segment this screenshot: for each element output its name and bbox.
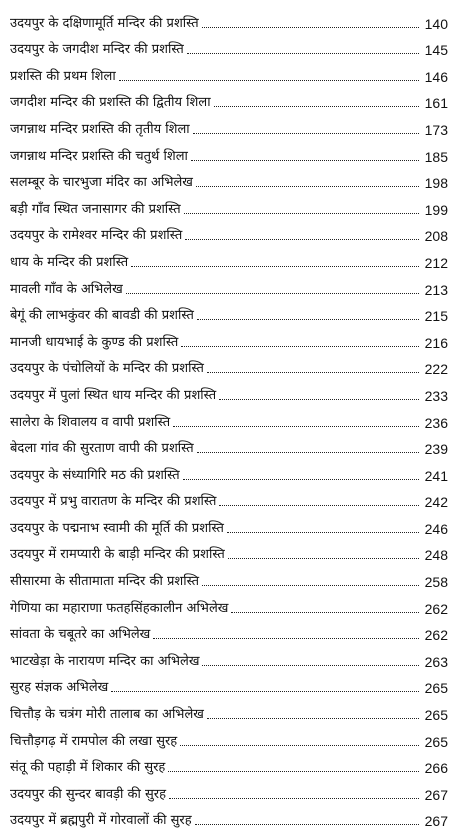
toc-entry-title: सांवता के चबूतरे का अभिलेख — [10, 627, 151, 643]
dot-leader — [207, 718, 419, 719]
dot-leader — [153, 638, 419, 639]
toc-entry-page: 262 — [424, 627, 448, 644]
toc-entry — [0, 6, 460, 33]
toc-entry-title: सुरह संज्ञक अभिलेख — [10, 680, 109, 696]
toc-entry — [0, 777, 460, 804]
table-of-contents — [0, 6, 460, 830]
dot-leader — [111, 691, 419, 692]
dot-leader — [126, 293, 419, 294]
toc-entry-title: सीसारमा के सीतामाता मन्दिर की प्रशस्ति — [10, 574, 200, 590]
dot-leader — [181, 346, 419, 347]
dot-leader — [202, 665, 419, 666]
dot-leader — [197, 452, 419, 453]
toc-entry-page: 208 — [424, 228, 448, 245]
toc-entry-title: उदयपुर में पुलां स्थित धाय मन्दिर की प्रशस्ति — [10, 387, 217, 403]
toc-entry-page: 145 — [424, 42, 448, 59]
dot-leader — [193, 133, 419, 134]
toc-entry-title: उदयपुर के पंचोलियों के मन्दिर की प्रशस्ति — [10, 361, 204, 377]
toc-entry — [0, 352, 460, 379]
toc-entry-title: चित्तौड़गढ़ में रामपोल की लखा सुरह — [10, 733, 178, 749]
toc-entry-title: मानजी धायभाई के कुण्ड की प्रशस्ति — [10, 334, 179, 350]
toc-entry-title: उदयपुर के दक्षिणामूर्ति मन्दिर की प्रशस्ति — [10, 15, 199, 31]
toc-entry-title: जगन्नाथ मन्दिर प्रशस्ति की तृतीय शिला — [10, 121, 190, 137]
dot-leader — [191, 160, 419, 161]
toc-entry-page: 265 — [424, 733, 448, 750]
dot-leader — [197, 319, 419, 320]
toc-entry-page: 215 — [424, 308, 448, 325]
toc-entry-title: भाटखेड़ा के नारायण मन्दिर का अभिलेख — [10, 653, 200, 669]
toc-entry-title: बड़ी गाँव स्थित जनासागर की प्रशस्ति — [10, 201, 181, 217]
toc-entry — [0, 86, 460, 113]
dot-leader — [219, 399, 419, 400]
toc-entry-page: 212 — [424, 254, 448, 271]
dot-leader — [195, 824, 419, 825]
toc-entry — [0, 751, 460, 778]
toc-entry-title: बेदला गांव की सुरताण वापी की प्रशस्ति — [10, 441, 194, 457]
toc-entry — [0, 458, 460, 485]
toc-entry — [0, 511, 460, 538]
dot-leader — [202, 27, 419, 28]
toc-entry-title: जगन्नाथ मन्दिर प्रशस्ति की चतुर्थ शिला — [10, 148, 188, 164]
toc-entry-page: 262 — [424, 600, 448, 617]
toc-entry — [0, 325, 460, 352]
toc-entry-page: 267 — [424, 813, 448, 830]
toc-entry-page: 242 — [424, 494, 448, 511]
toc-entry-title: सालेरा के शिवालय व वापी प्रशस्ति — [10, 414, 171, 430]
toc-entry — [0, 644, 460, 671]
dot-leader — [119, 80, 419, 81]
toc-entry-page: 216 — [424, 334, 448, 351]
toc-entry-page: 185 — [424, 148, 448, 165]
toc-entry-page: 239 — [424, 441, 448, 458]
toc-entry — [0, 33, 460, 60]
toc-entry-page: 213 — [424, 281, 448, 298]
dot-leader — [184, 213, 419, 214]
dot-leader — [196, 186, 419, 187]
toc-entry-page: 258 — [424, 574, 448, 591]
toc-entry-page: 236 — [424, 414, 448, 431]
toc-entry-title: उदयपुर के पद्मनाभ स्वामी की मूर्ति की प्रशस्ति — [10, 520, 224, 536]
dot-leader — [169, 798, 419, 799]
toc-entry-title: बेगूं की लाभकुंवर की बावडी की प्रशस्ति — [10, 308, 194, 324]
toc-entry — [0, 378, 460, 405]
dot-leader — [173, 426, 419, 427]
toc-entry-title: मावली गाँव के अभिलेख — [10, 281, 123, 297]
toc-entry-page: 265 — [424, 680, 448, 697]
toc-entry-page: 161 — [424, 95, 448, 112]
toc-entry-page: 263 — [424, 653, 448, 670]
toc-entry — [0, 112, 460, 139]
toc-entry-page: 248 — [424, 547, 448, 564]
toc-entry-page: 233 — [424, 387, 448, 404]
toc-entry — [0, 272, 460, 299]
dot-leader — [214, 106, 419, 107]
toc-entry — [0, 671, 460, 698]
toc-entry-page: 146 — [424, 68, 448, 85]
dot-leader — [231, 612, 419, 613]
toc-entry — [0, 618, 460, 645]
toc-entry-title: संतू की पहाड़ी में शिकार की सुरह — [10, 760, 166, 776]
dot-leader — [187, 53, 419, 54]
toc-entry-page: 265 — [424, 707, 448, 724]
toc-entry-page: 267 — [424, 786, 448, 803]
toc-entry — [0, 192, 460, 219]
dot-leader — [228, 558, 419, 559]
toc-entry-page: 140 — [424, 15, 448, 32]
toc-entry-title: प्रशस्ति की प्रथम शिला — [10, 68, 116, 84]
toc-entry — [0, 405, 460, 432]
toc-entry-title: उदयपुर के संध्यागिरि मठ की प्रशस्ति — [10, 467, 180, 483]
dot-leader — [183, 479, 419, 480]
toc-entry — [0, 697, 460, 724]
toc-entry — [0, 139, 460, 166]
toc-entry — [0, 564, 460, 591]
toc-entry-title: उदयपुर में रामप्यारी के बाड़ी मन्दिर की प्रशस्ति — [10, 547, 225, 563]
dot-leader — [227, 532, 419, 533]
toc-entry — [0, 432, 460, 459]
toc-entry — [0, 804, 460, 830]
toc-entry-title: उदयपुर के रामेश्वर मन्दिर की प्रशस्ति — [10, 228, 183, 244]
toc-entry-title: उदयपुर के जगदीश मन्दिर की प्रशस्ति — [10, 42, 184, 58]
toc-entry — [0, 485, 460, 512]
toc-entry-title: उदयपुर में प्रभु वारातण के मन्दिर की प्रशस्ति — [10, 494, 217, 510]
toc-entry — [0, 299, 460, 326]
toc-entry — [0, 591, 460, 618]
dot-leader — [207, 372, 419, 373]
toc-entry-title: चित्तौड़ के चत्रंग मोरी तालाब का अभिलेख — [10, 707, 204, 723]
toc-entry — [0, 538, 460, 565]
dot-leader — [202, 585, 419, 586]
dot-leader — [219, 505, 419, 506]
toc-entry-title: सलम्बूर के चारभुजा मंदिर का अभिलेख — [10, 175, 193, 191]
dot-leader — [185, 239, 419, 240]
toc-entry — [0, 245, 460, 272]
toc-entry-page: 173 — [424, 121, 448, 138]
toc-entry-title: उदयपुर की सुन्दर बावड़ी की सुरह — [10, 786, 167, 802]
toc-entry — [0, 166, 460, 193]
toc-entry — [0, 219, 460, 246]
toc-entry-title: धाय के मन्दिर की प्रशस्ति — [10, 254, 129, 270]
toc-entry-page: 246 — [424, 520, 448, 537]
toc-entry — [0, 59, 460, 86]
dot-leader — [168, 771, 419, 772]
dot-leader — [131, 266, 419, 267]
dot-leader — [180, 745, 419, 746]
toc-entry — [0, 724, 460, 751]
toc-entry-page: 241 — [424, 467, 448, 484]
toc-entry-page: 266 — [424, 760, 448, 777]
toc-entry-title: गेणिया का महाराणा फतहसिंहकालीन अभिलेख — [10, 600, 229, 616]
toc-entry-page: 199 — [424, 201, 448, 218]
toc-entry-page: 222 — [424, 361, 448, 378]
toc-entry-title: जगदीश मन्दिर की प्रशस्ति की द्वितीय शिला — [10, 95, 211, 111]
toc-entry-page: 198 — [424, 175, 448, 192]
toc-entry-title: उदयपुर में ब्रह्मपुरी में गोरवालों की सुरह — [10, 813, 192, 829]
